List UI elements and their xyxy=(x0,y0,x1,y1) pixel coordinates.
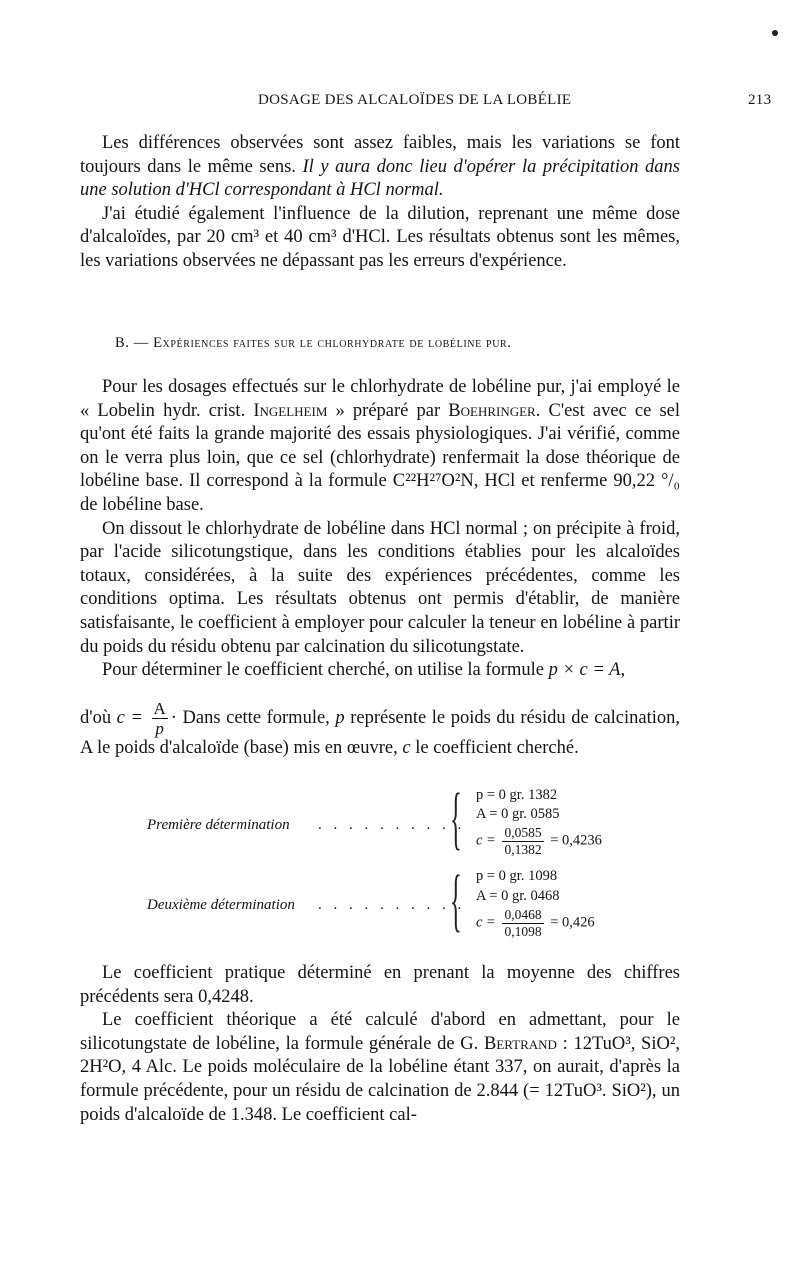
italic-conclusion: Il y aura donc lieu d'opérer la précipitation dans une solution d'HCl correspondant à HCl normal. xyxy=(80,156,681,201)
formula-pcA: p × c = A, xyxy=(548,660,626,681)
determination-p: p = 0 gr. 1098 xyxy=(476,868,558,884)
brand-ingelheim: Ingelheim xyxy=(253,400,328,421)
fraction: $\frac{0,0585}{0,1382}$ xyxy=(504,825,542,857)
brace: { xyxy=(450,780,462,857)
fraction: $\frac{0,0468}{0,1098}$ xyxy=(504,907,542,939)
paragraph-dilution: J'ai étudié également l'influence de la dilution, reprenant une même dose d'alcaloïdes, par 20 cm³ et 40 cm³ d'HCl. Les résultats obtenus sont les mêmes, les variations observées ne dépassant pas les erreurs d'expérience. xyxy=(80,203,680,271)
section-letter: B. — xyxy=(115,335,149,351)
determination-c: c = $\frac{0,0585}{0,1382}$ = 0,4236 xyxy=(476,825,602,857)
determination-label: Deuxième détermination xyxy=(147,897,295,913)
paragraph-formula-explanation: d'où c = $\frac{A}{p}$ · Dans cette formule, p représente le poids du résidu de calcination, A le poids d'alcaloïde (base) mis en œuvre, c le coefficient cherché. xyxy=(80,699,681,758)
text-block-bottom xyxy=(80,962,680,1127)
margin-dot xyxy=(772,30,778,36)
section-heading xyxy=(115,335,512,352)
running-title: DOSAGE DES ALCALOÏDES DE LA LOBÉLIE xyxy=(258,92,572,108)
chemical-formula: C²²H²⁷O²N, HCl xyxy=(392,471,516,492)
text-block-top xyxy=(80,132,680,274)
paragraph-method: On dissout le chlorhydrate de lobéline dans HCl normal ; on précipite à froid, par l'acide silicotungstique, dans les conditions établies pour les alcaloïdes totaux, considérées, à la suite des expériences précédentes, comme les conditions optima. Les résultats obtenus ont permis d'établir, de manière satisfaisante, le coefficient à employer pour calculer la teneur en lobéline à partir du poids du résidu obtenu par calcination du silicotungstate. xyxy=(80,518,680,657)
page-number: 213 xyxy=(748,92,772,108)
determination-p: p = 0 gr. 1382 xyxy=(476,787,558,803)
determination-A: A = 0 gr. 0468 xyxy=(476,888,560,904)
paragraph-formula-intro: Pour déterminer le coefficient cherché, on utilise la formule p × c = A, xyxy=(102,660,626,681)
paragraph-practical-coefficient: Le coefficient pratique déterminé en prenant la moyenne des chiffres précédents sera 0,4248. xyxy=(80,963,680,1007)
brand-boehringer: Boehringer. xyxy=(448,400,541,421)
determination-c: c = $\frac{0,0468}{0,1098}$ = 0,426 xyxy=(476,907,595,939)
leader-dots: . . . . . . . . . . xyxy=(318,817,466,833)
leader-dots: . . . . . . . . . . xyxy=(318,897,466,913)
paragraph-dosages: Pour les dosages effectués sur le chlorhydrate de lobéline pur, j'ai employé le « Lobelin hydr. crist. Ingelheim » préparé par Boehringer. C'est avec ce sel qu'ont été faits la grande majorité des essais physiologiques. J'ai vérifié, comme on le verra plus loin, que ce sel (chlorhydrate) renfermait la dose théorique de lobéline base. Il correspond à la formule C²²H²⁷O²N, HCl et renferme 90,22 °/₀ de lobéline base. xyxy=(80,377,681,515)
brace: { xyxy=(450,862,462,939)
determination-A: A = 0 gr. 0585 xyxy=(476,806,560,822)
author-bertrand: Bertrand xyxy=(483,1033,557,1054)
determination-label: Première détermination xyxy=(147,817,290,833)
fraction-A-over-p: $\frac{A}{p}$ xyxy=(153,699,166,738)
paragraph-differences: Les différences observées sont assez faibles, mais les variations se font toujours dans le même sens. Il y aura donc lieu d'opérer la précipitation dans une solution d'HCl correspondant à HCl normal. xyxy=(80,133,681,201)
section-title: Expériences faites sur le chlorhydrate de lobéline pur. xyxy=(153,335,512,351)
text-block-middle xyxy=(80,376,680,683)
running-header xyxy=(0,90,800,114)
paragraph-theoretical-coefficient: Le coefficient théorique a été calculé d'abord en admettant, pour le silicotungstate de lobéline, la formule générale de G. Bertrand : 12TuO³, SiO², 2H²O, 4 Alc. Le poids moléculaire de la lobéline étant 337, on aurait, d'après la formule précédente, pour un résidu de calcination de 2.844 (= 12TuO³. SiO²), un poids d'alcaloïde de 1.348. Le coefficient cal- xyxy=(80,1010,681,1125)
text-block-formula xyxy=(80,700,680,761)
